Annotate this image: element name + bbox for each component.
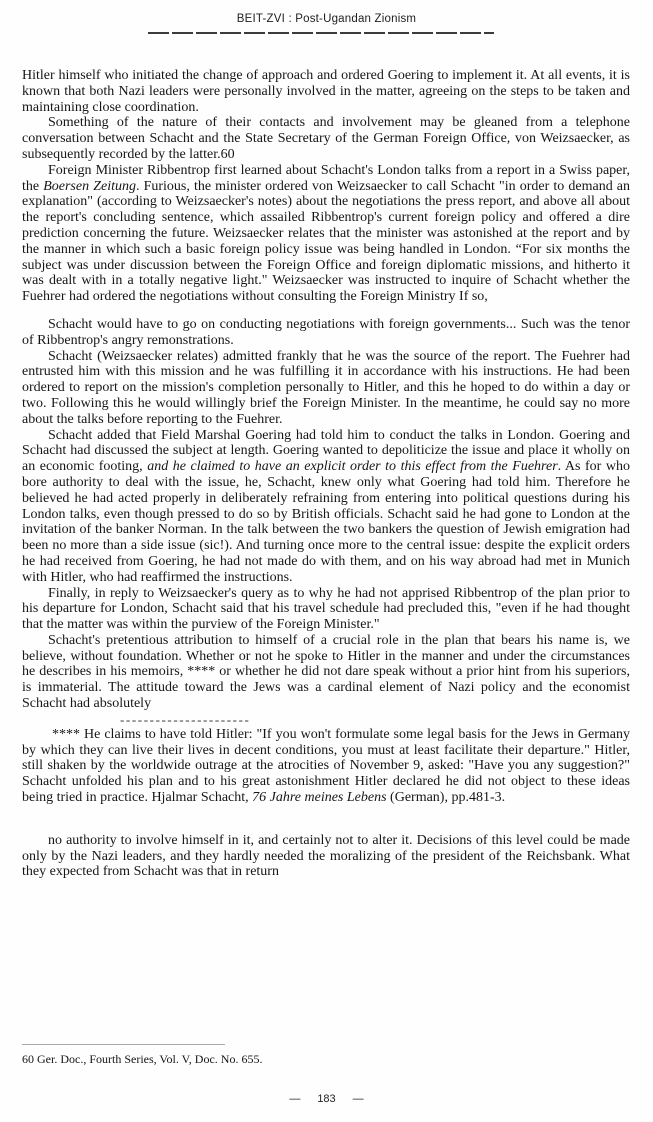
text-run: Finally, in reply to Weizsaecker's query as to why he had not apprised Ribbentrop of the plan prior to his departure for London, Schacht said that his travel schedule had precluded this, "even if he had thought that the matter was within the purview of the Foreign Minister."	[22, 585, 630, 633]
text-run: Hitler himself who initiated the change of approach and ordered Goering to implement it. At all events, it is known that both Nazi leaders were personally involved in the matter, agreeing on the steps to be taken and maintaining close coordination.	[22, 68, 630, 115]
page-number	[0, 1093, 653, 1105]
text-run: Schacht (Weizsaecker relates) admitted frankly that he was the source of the report. The Fuehrer had entrusted him with this mission and he was fulfilling it in accordance with his instructions. He had been ordered to report on the mission's completion personally to Hitler, and this he hoped to do within a day or two. Following this he would willingly brief the Foreign Minister. In the meantime, he could say no more about the talks before reporting to the Fuehrer.	[22, 348, 630, 427]
closing-paragraph	[22, 833, 630, 880]
page-number-value: 183	[317, 1093, 336, 1105]
paragraph	[22, 68, 630, 115]
text-run: Schacht would have to go on conducting negotiations with foreign governments... Such was the tenor of Ribbentrop's angry remonstrations.	[22, 316, 630, 348]
paragraph	[22, 115, 630, 162]
footnote-area	[22, 1044, 630, 1066]
italic-text-run: 76 Jahre meines Lebens	[252, 790, 387, 806]
footnote-divider: ----------------------	[120, 711, 251, 727]
paragraph	[22, 163, 630, 305]
text-run: **** He claims to have told Hitler: "If you won't formulate some legal basis for the Jews in Germany by which they can live their lives in decent conditions, you must at least facilitate their departure." Hitler, still shaken by the worldwide outrage at the atrocities of November 9, asked: "Have you any suggestion?" Schacht unfolded his plan and to his great astonishment Hitler declared he did not object to these ideas being tried in practice. Hjalmar Schacht,	[22, 726, 630, 806]
header-rule	[148, 32, 494, 34]
text-run: Something of the nature of their contacts and involvement may be gleaned from a telephone conversation between Schacht and the State Secretary of the German Foreign Office, von Weizsaecker, as subsequently recorded by the latter.60	[22, 115, 630, 162]
running-header-title: BEIT-ZVI : Post-Ugandan Zionism	[236, 13, 417, 25]
text-run: . Furious, the minister ordered von Weizsaecker to call Schacht "in order to demand an explanation" (according to Weizsaecker's notes) about the negotiations the press report, and above all about the report's concluding sentence, which assailed Ribbentrop's current foreign policy and offered a dire prediction concerning the future. Weizsaecker relates that the minister was astonished at the report and by the manner in which such a basic foreign policy issue was being handled in London. “For six months the subject was under discussion between the Foreign Office and foreign diplomatic missions, and hitherto it was dealt with in a totally negative light." Weizsaecker was instructed to inquire of Schacht whether the Fuehrer had ordered the negotiations without consulting the Foreign Ministry If so,	[22, 178, 631, 305]
text-run: Schacht added that Field Marshal Goering had told him to conduct the talks in London. Goering and Schacht had discussed the subject at length. Goering wanted to depoliticize the issue and place it wholly on an economic footing,	[22, 427, 630, 475]
paragraph	[22, 586, 630, 633]
paragraph	[22, 633, 630, 712]
footnote-block	[22, 727, 630, 806]
paragraph	[22, 349, 630, 428]
page-body	[22, 68, 630, 880]
paragraph	[22, 317, 630, 349]
paragraph	[22, 428, 630, 586]
footnote-citation: 60 Ger. Doc., Fourth Series, Vol. V, Doc. No. 655.	[22, 1052, 263, 1066]
text-run: Foreign Minister Ribbentrop first learned about Schacht's London talks from a report in a Swiss paper, the	[22, 162, 630, 194]
text-run: no authority to involve himself in it, and certainly not to alter it. Decisions of this level could be made only by the Nazi leaders, and they hardly needed the moralizing of the president of the Reichsbank. What they expected from Schacht was that in return	[22, 832, 630, 880]
page-number-dash-right: —	[352, 1093, 364, 1105]
page-number-dash-left: —	[289, 1093, 301, 1105]
text-run: . As for who bore authority to deal with the issue, he, Schacht, knew only what Goering had told him. Therefore he believed he had acted properly in deliberately refraining from entering into political questions during his London talks, even though pressed to do so by British officials. Schacht said he had gone to London at the invitation of the banker Norman. In the talk between the two bankers the question of Jewish emigration had been no more than a side issue (sic!). And turning once more to the central issue: despite the explicit orders he had received from Goering, he had not made do with them, and on his way abroad had met in Munich with Hitler, who had reaffirmed the instructions.	[22, 459, 630, 585]
footnote-rule	[22, 1044, 225, 1045]
italic-text-run: Boersen Zeitung	[43, 178, 136, 194]
italic-text-run: and he claimed to have an explicit order to this effect from the Fuehrer	[147, 459, 558, 475]
text-run: Schacht's pretentious attribution to himself of a crucial role in the plan that bears his name is, we believe, without foundation. Whether or not he spoke to Hitler in the manner and under the circumstances he describes in his memoirs, **** or whether he did not dare speak without a prior hint from his superiors, is immaterial. The attitude toward the Jews was a cardinal element of Nazi policy and the economist Schacht had absolutely	[22, 632, 630, 712]
text-run: (German), pp.481-3.	[386, 790, 506, 806]
